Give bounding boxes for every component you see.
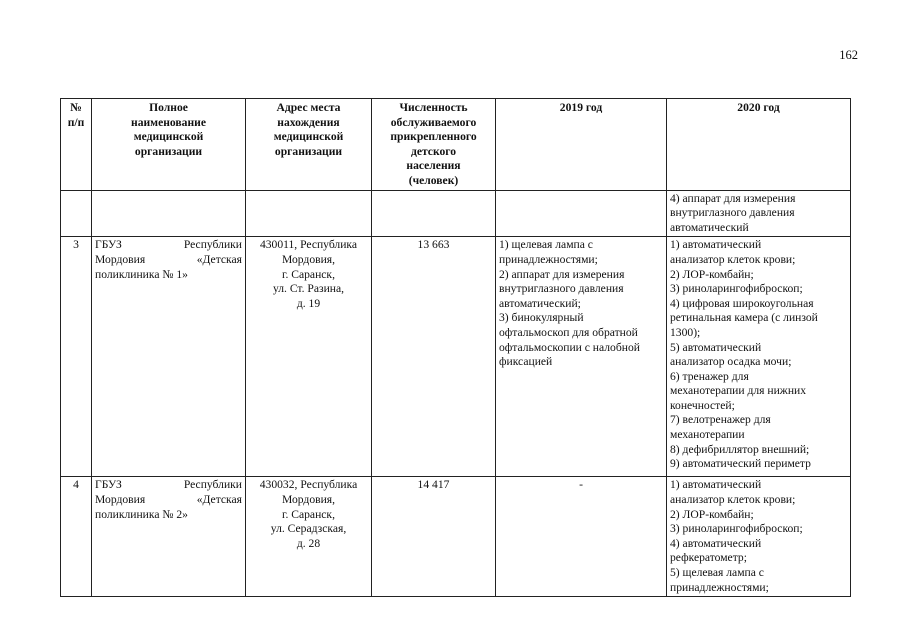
header-line: (человек) xyxy=(408,173,459,187)
address-line: 430011, Республика xyxy=(259,238,358,252)
header-row xyxy=(61,99,851,191)
list-line: 9) автоматический периметр xyxy=(670,457,811,471)
list-line: 5) щелевая лампа с xyxy=(670,565,764,579)
list-line: механотерапии xyxy=(670,428,745,442)
cell-name xyxy=(92,237,246,477)
list-line: 2) ЛОР-комбайн; xyxy=(670,507,754,521)
cell-num: 3 xyxy=(61,237,92,477)
header-line: обслуживаемого xyxy=(390,115,477,129)
list-line: конечностей; xyxy=(670,398,735,412)
name-word: Республики xyxy=(183,238,242,252)
list-line: 6) тренажер для xyxy=(670,369,749,383)
name-word: ГБУЗ xyxy=(95,478,122,492)
header-line: прикрепленного xyxy=(390,130,477,144)
list-line: анализатор клеток крови; xyxy=(670,492,796,506)
cell-2019 xyxy=(496,190,667,237)
list-line: 1) щелевая лампа с xyxy=(499,238,593,252)
header-line: нахождения xyxy=(277,115,340,129)
cell-address xyxy=(246,237,372,477)
page-number: 162 xyxy=(839,48,858,62)
name-line xyxy=(95,238,242,253)
cell-num: 4 xyxy=(61,477,92,597)
header-line: 2020 год xyxy=(737,101,780,114)
cell-address xyxy=(246,190,372,237)
name-line xyxy=(95,253,242,268)
header-line: организации xyxy=(134,144,203,158)
list-line: анализатор осадка мочи; xyxy=(670,355,792,369)
address-line: г. Саранск, xyxy=(282,267,335,281)
list-line: 5) автоматический xyxy=(670,340,762,354)
name-line: поликлиника № 2» xyxy=(95,507,188,521)
header-2020 xyxy=(667,99,851,191)
header-line: п/п xyxy=(67,115,85,129)
name-word: Мордовия xyxy=(95,252,146,266)
header-name xyxy=(92,99,246,191)
cell-name xyxy=(92,477,246,597)
name-line xyxy=(95,478,242,493)
header-num xyxy=(61,99,92,191)
cell-2020 xyxy=(667,477,851,597)
list-line: 1) автоматический xyxy=(670,238,762,252)
header-line: Полное xyxy=(149,101,188,114)
list-line: 3) бинокулярный xyxy=(499,311,584,325)
table-row-continuation xyxy=(61,190,851,237)
name-word: «Детская xyxy=(196,492,242,506)
list-line: принадлежностями; xyxy=(670,580,769,594)
header-2019 xyxy=(496,99,667,191)
header-line: Адрес места xyxy=(276,101,341,114)
name-word: Мордовия xyxy=(95,492,146,506)
address-line: г. Саранск, xyxy=(282,507,335,521)
cell-2019 xyxy=(496,477,667,597)
list-line: 4) аппарат для измерения xyxy=(670,191,796,205)
list-line: ретинальная камера (с линзой xyxy=(670,311,818,325)
list-line: офтальмоскоп для обратной xyxy=(499,325,638,339)
name-word: «Детская xyxy=(196,252,242,266)
header-line: № xyxy=(70,101,82,114)
address-line: Мордовия, xyxy=(281,252,336,266)
list-line: 2) ЛОР-комбайн; xyxy=(670,267,754,281)
list-line: внутриглазного давления xyxy=(670,206,795,220)
table-row xyxy=(61,477,851,597)
list-line: механотерапии для нижних xyxy=(670,384,807,398)
name-word: ГБУЗ xyxy=(95,238,122,252)
list-line: 4) автоматический xyxy=(670,536,762,550)
cell-name xyxy=(92,190,246,237)
list-line: фиксацией xyxy=(499,355,553,369)
cell-num xyxy=(61,190,92,237)
cell-2020 xyxy=(667,237,851,477)
address-line: д. 19 xyxy=(296,296,321,310)
cell-2019 xyxy=(496,237,667,477)
list-line: 4) цифровая широкоугольная xyxy=(670,296,814,310)
list-line: автоматический; xyxy=(499,296,581,310)
cell-address xyxy=(246,477,372,597)
header-line: Численность xyxy=(399,101,468,114)
list-line: 2) аппарат для измерения xyxy=(499,267,625,281)
header-line: организации xyxy=(274,144,343,158)
header-line: медицинской xyxy=(133,130,204,144)
cell-2020 xyxy=(667,190,851,237)
list-line: - xyxy=(579,478,583,492)
list-line: 1300); xyxy=(670,325,701,339)
header-line: 2019 год xyxy=(559,101,603,114)
header-line: населения xyxy=(406,159,461,173)
header-line: наименование xyxy=(131,115,206,129)
list-line: анализатор клеток крови; xyxy=(670,252,796,266)
list-line: 1) автоматический xyxy=(670,478,762,492)
list-line: 3) риноларингофиброскоп; xyxy=(670,282,803,296)
list-line: офтальмоскопии с налобной xyxy=(499,340,640,354)
address-line: ул. Ст. Разина, xyxy=(272,282,345,296)
name-word: Республики xyxy=(183,478,242,492)
cell-population: 13 663 xyxy=(372,237,496,477)
list-line: автоматический xyxy=(670,220,749,234)
list-line: 8) дефибриллятор внешний; xyxy=(670,442,810,456)
name-line xyxy=(95,493,242,508)
address-line: Мордовия, xyxy=(281,492,336,506)
header-line: медицинской xyxy=(273,130,344,144)
cell-population xyxy=(372,190,496,237)
cell-population: 14 417 xyxy=(372,477,496,597)
list-line: рефкератометр; xyxy=(670,551,747,565)
header-population xyxy=(372,99,496,191)
list-line: 3) риноларингофиброскоп; xyxy=(670,522,803,536)
name-line: поликлиника № 1» xyxy=(95,267,188,281)
list-line: 7) велотренажер для xyxy=(670,413,771,427)
address-line: ул. Серадзская, xyxy=(270,522,347,536)
address-line: 430032, Республика xyxy=(259,478,358,492)
address-line: д. 28 xyxy=(296,536,321,550)
header-address xyxy=(246,99,372,191)
list-line: внутриглазного давления xyxy=(499,282,624,296)
table-row xyxy=(61,237,851,477)
list-line: принадлежностями; xyxy=(499,252,598,266)
header-line: детского xyxy=(410,144,457,158)
equipment-table xyxy=(60,98,851,597)
